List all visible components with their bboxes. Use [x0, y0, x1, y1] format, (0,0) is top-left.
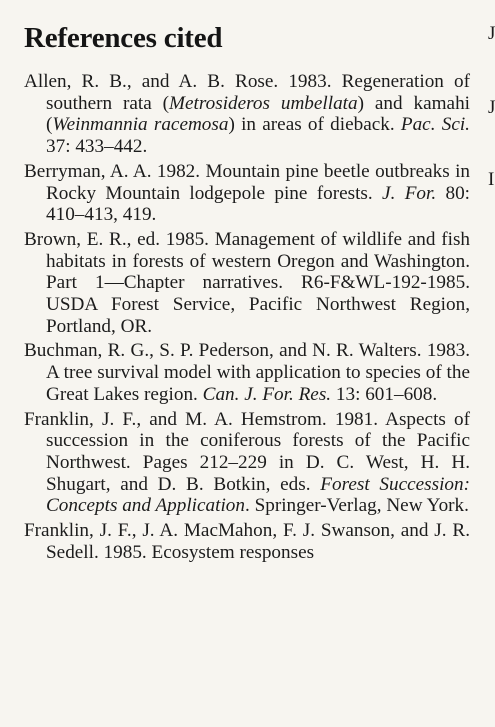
clipped-letter: J	[488, 97, 495, 118]
clipped-letter: J	[488, 23, 495, 44]
reference-text: ) and kamahi (	[46, 92, 470, 136]
reference-text: Berryman, A. A. 1982. Mountain pine beetle outbreaks in Rocky Mountain lodgepole pine forests.	[24, 160, 470, 204]
reference-text: Buchman, R. G., S. P. Pederson, and N. R. Walters. 1983. A tree survival model with application to species of the Great Lakes region.	[24, 340, 470, 405]
reference-entry	[24, 229, 470, 338]
reference-italic-text: Can. J. For. Res.	[202, 383, 332, 405]
reference-text: 80: 410–413, 419.	[46, 182, 471, 226]
reference-entry	[24, 340, 470, 405]
reference-italic-text: Weinmannia racemosa	[52, 114, 229, 136]
reference-text: . Springer-Verlag, New York.	[244, 495, 469, 517]
reference-entry	[24, 520, 470, 563]
section-heading: References cited	[24, 22, 223, 54]
reference-text: Franklin, J. F., and M. A. Hemstrom. 1981. Aspects of succession in the coniferous forests of the Pacific Northwest. Pages 212–229 in D. C. West, H. H. Shugart, and D. B. Botkin, eds.	[24, 408, 470, 495]
reference-text: 13: 601–608.	[331, 383, 438, 405]
reference-text: Allen, R. B., and A. B. Rose. 1983. Regeneration of southern rata (	[24, 71, 470, 114]
reference-text: 37: 433–442.	[46, 136, 148, 158]
reference-text: Franklin, J. F., J. A. MacMahon, F. J. Swanson, and J. R. Sedell. 1985. Ecosystem responses	[24, 520, 470, 563]
reference-entry	[24, 161, 470, 226]
next-column-fragment	[486, 0, 495, 727]
reference-italic-text: Forest Succession: Concepts and Application	[46, 473, 470, 517]
reference-entry	[24, 409, 470, 518]
reference-italic-text: Metrosideros umbellata	[169, 92, 358, 114]
reference-text: ) in areas of dieback.	[228, 114, 401, 136]
reference-list	[24, 71, 470, 566]
clipped-letter: I	[488, 169, 495, 190]
reference-italic-text: Pac. Sci.	[400, 114, 470, 136]
reference-text: Brown, E. R., ed. 1985. Management of wildlife and fish habitats in forests of western Oregon and Washington. Part 1—Chapter narratives. R6-F&WL-192-1985. USDA Forest Service, Pacific Northwest Region, Portland, OR.	[24, 228, 470, 337]
reference-italic-text: J. For.	[382, 182, 437, 204]
reference-entry	[24, 71, 470, 158]
